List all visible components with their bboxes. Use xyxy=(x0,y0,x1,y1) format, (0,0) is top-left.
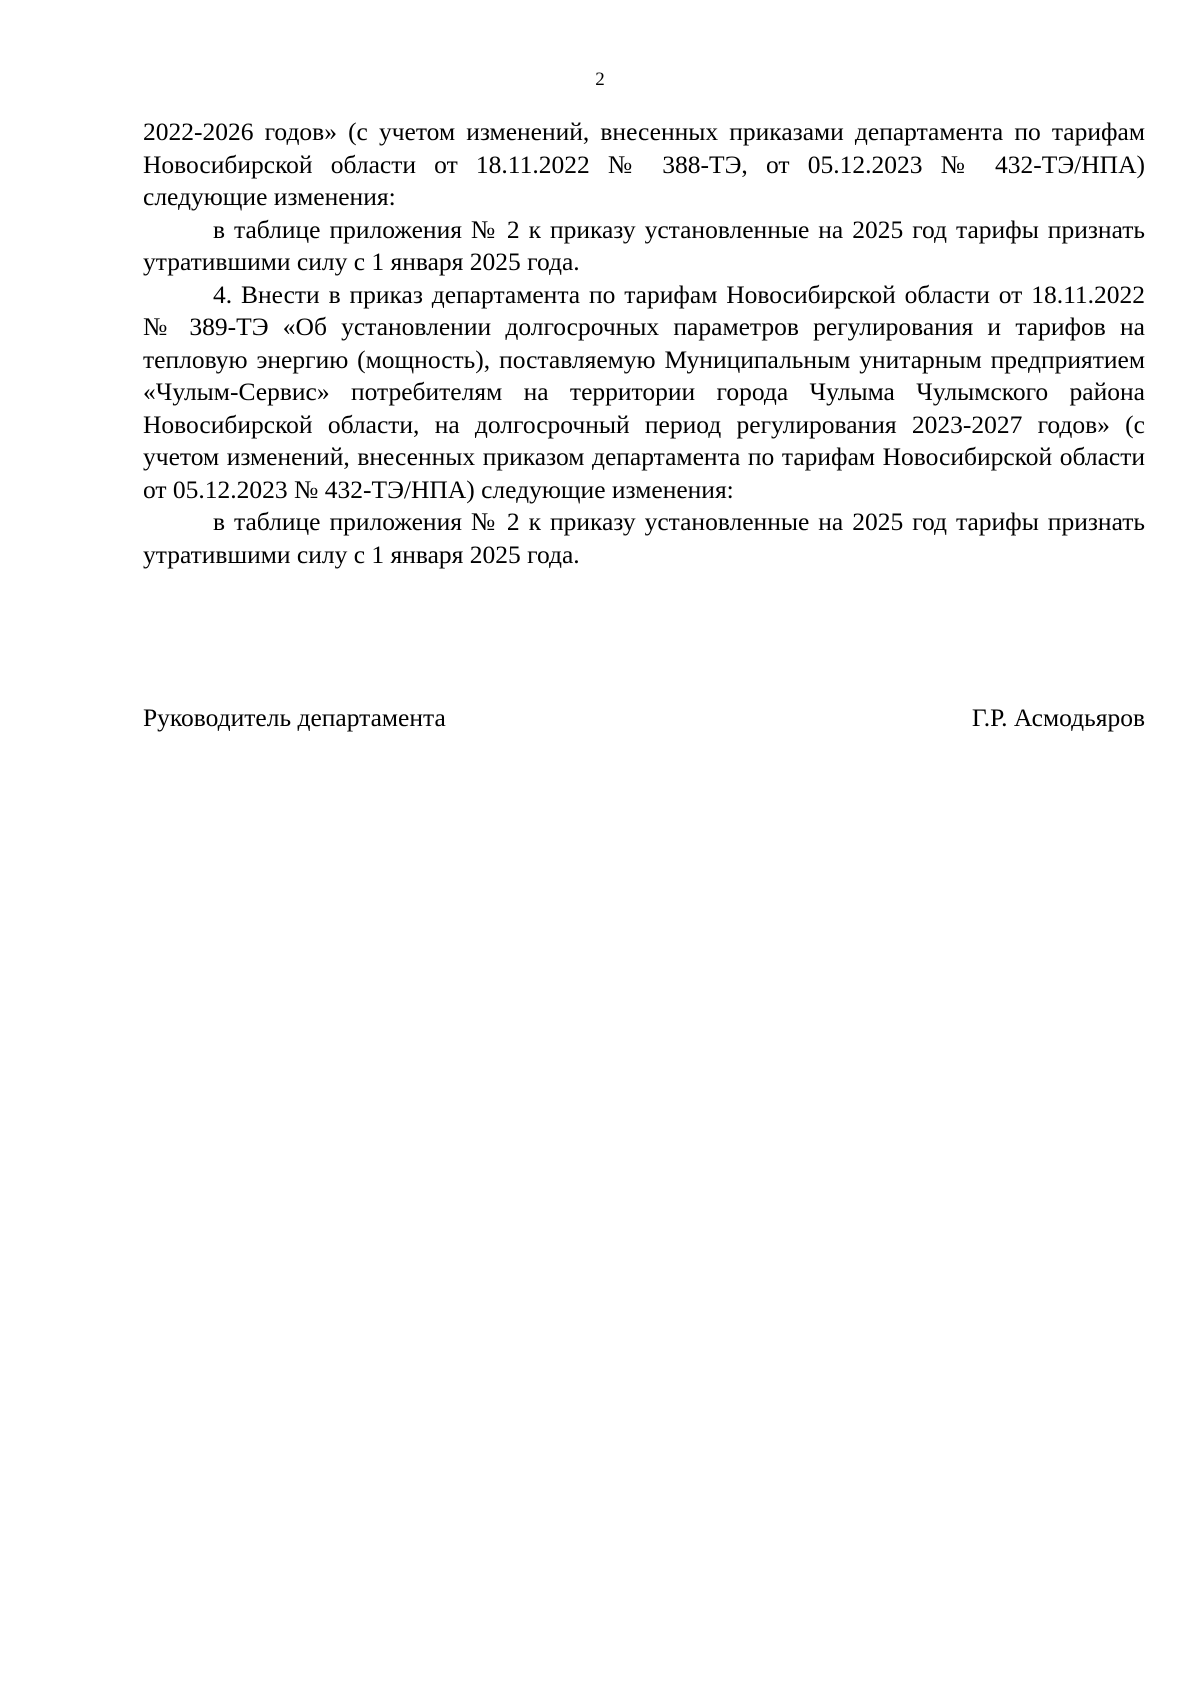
signature-block xyxy=(143,702,1145,734)
signatory-position: Руководитель департамента xyxy=(143,703,446,732)
page-number: 2 xyxy=(595,69,605,90)
paragraph-table-change-2: в таблице приложения № 2 к приказу установленные на 2025 год тарифы признать утратившими силу с 1 января 2025 года. xyxy=(143,507,1145,569)
signatory-name: Г.Р. Асмодьяров xyxy=(971,703,1145,732)
paragraph-table-change-1: в таблице приложения № 2 к приказу установленные на 2025 год тарифы признать утратившими силу с 1 января 2025 года. xyxy=(143,214,1145,276)
paragraph-continuation: 2022-2026 годов» (с учетом изменений, внесенных приказами департамента по тарифам Новосибирской области от 18.11.2022 № 388-ТЭ, от 05.12.2023 № 432-ТЭ/НПА) следующие изменения: xyxy=(143,117,1145,211)
document-body xyxy=(143,116,1145,571)
paragraph-item-4: 4. Внести в приказ департамента по тарифам Новосибирской области от 18.11.2022 № 389-ТЭ «Об установлении долгосрочных параметров регулирования и тарифов на тепловую энергию (мощность), поставляемую Муниципальным унитарным предприятием «Чулым-Сервис» потребителям на территории города Чулыма Чулымского района Новосибирской области, на долгосрочный период регулирования 2023-2027 годов» (с учетом изменений, внесенных приказом департамента по тарифам Новосибирской области от 05.12.2023 № 432-ТЭ/НПА) следующие изменения: xyxy=(143,279,1145,504)
